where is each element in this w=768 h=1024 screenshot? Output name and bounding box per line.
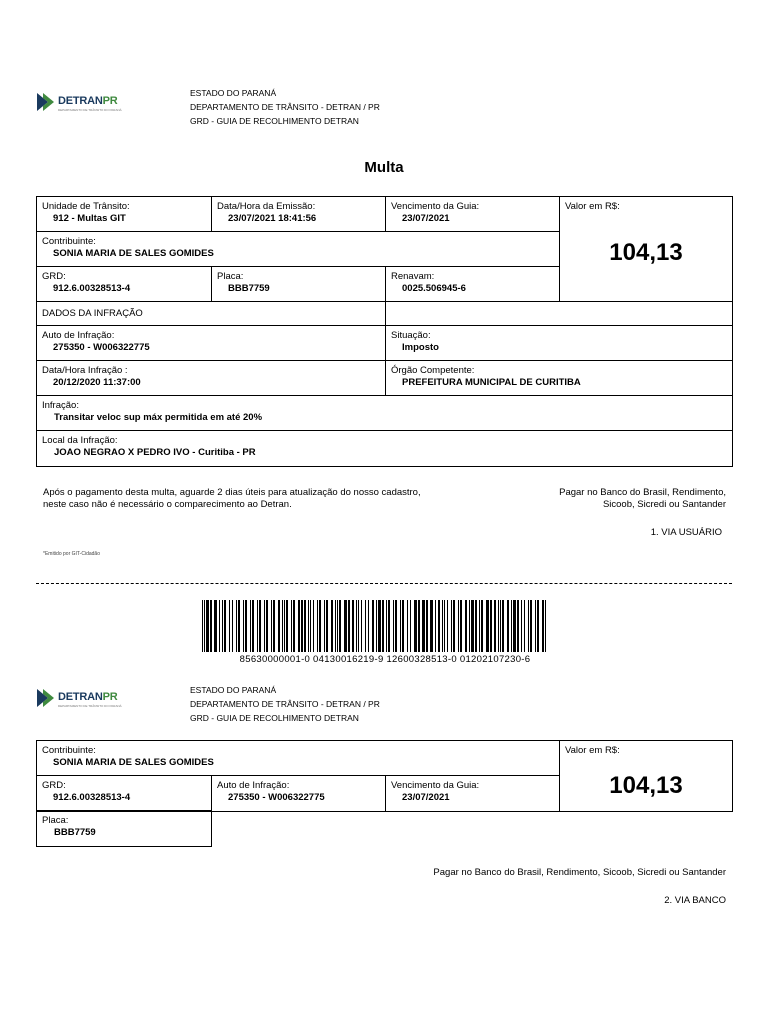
barcode-bar <box>410 600 411 652</box>
barcode-bar <box>500 600 501 652</box>
barcode-bar <box>259 600 261 652</box>
barcode-bar <box>513 600 516 652</box>
barcode-bar <box>245 600 247 652</box>
barcode-bar <box>243 600 244 652</box>
barcode-bar <box>447 600 448 652</box>
barcode-bar <box>308 600 309 652</box>
emitido-note: *Emitido por GIT-Cidadão <box>43 551 100 557</box>
barcode-bar <box>545 600 546 652</box>
barcode-bar <box>273 600 275 652</box>
barcode-bar <box>479 600 480 652</box>
barcode-bar <box>376 600 377 652</box>
barcode-bar <box>430 600 433 652</box>
barcode-bar <box>291 600 292 652</box>
barcode-bar <box>324 600 325 652</box>
barcode-bar <box>337 600 338 652</box>
barcode-bar <box>222 600 223 652</box>
barcode-bar <box>418 600 420 652</box>
barcode-bar <box>286 600 288 652</box>
banco-table <box>36 740 733 812</box>
barcode-bar <box>486 600 489 652</box>
barcode-bar <box>202 600 203 652</box>
barcode-number: 85630000001-0 04130016219-9 12600328513-0 01202107230-6 <box>239 654 531 665</box>
page-title: Multa <box>364 159 404 176</box>
barcode-bar <box>282 600 283 652</box>
detran-logo <box>36 91 126 117</box>
cell-orgao: Órgão Competente: PREFEITURA MUNICIPAL DE CURITIBA <box>386 361 732 396</box>
cell-unidade: Unidade de Trânsito: 912 - Multas GIT <box>37 197 212 232</box>
barcode-bar <box>407 600 408 652</box>
barcode-bar <box>507 600 509 652</box>
barcode-bar <box>352 600 354 652</box>
barcode-bar <box>293 600 295 652</box>
barcode-bar <box>388 600 390 652</box>
barcode <box>200 600 570 652</box>
header-grd: GRD - GUIA DE RECOLHIMENTO DETRAN <box>190 116 359 126</box>
cell-dados-empty <box>386 302 732 326</box>
banco-placa-box: Placa: BBB7759 <box>36 810 212 847</box>
barcode-bar <box>326 600 328 652</box>
barcode-bar <box>502 600 504 652</box>
barcode-bar <box>400 600 401 652</box>
detran-logo-2 <box>36 687 126 713</box>
header-lines-2 <box>190 683 380 725</box>
barcode-bar <box>442 600 443 652</box>
barcode-bar <box>356 600 357 652</box>
logo-tagline: DEPARTAMENTO DE TRÂNSITO DO PARANÁ <box>58 108 122 112</box>
barcode-bar <box>524 600 525 652</box>
barcode-bar <box>393 600 394 652</box>
cell-grd: GRD: 912.6.00328513-4 <box>37 267 212 302</box>
via-usuario-label: 1. VIA USUÁRIO <box>650 527 722 538</box>
cell-contribuinte: Contribuinte: SONIA MARIA DE SALES GOMIDES <box>37 232 560 267</box>
barcode-bar <box>252 600 254 652</box>
barcode-bar <box>435 600 436 652</box>
payment-notice: Após o pagamento desta multa, aguarde 2 dias úteis para atualização do nosso cadastro, neste caso não é necessário o comparecimento ao Detran. <box>43 487 421 510</box>
barcode-bar <box>490 600 492 652</box>
barcode-bar <box>372 600 374 652</box>
barcode-bar <box>304 600 306 652</box>
barcode-bar <box>219 600 220 652</box>
barcode-bar <box>368 600 369 652</box>
barcode-bar <box>535 600 536 652</box>
cell-placa: Placa: BBB7759 <box>212 267 386 302</box>
header-state: ESTADO DO PARANÁ <box>190 88 277 98</box>
barcode-bar <box>310 600 311 652</box>
barcode-bar <box>422 600 425 652</box>
cell-emissao: Data/Hora da Emissão: 23/07/2021 18:41:56 <box>212 197 386 232</box>
cell-vencimento-banco: Vencimento da Guia: 23/07/2021 <box>386 776 560 811</box>
barcode-bar <box>284 600 285 652</box>
barcode-bar <box>494 600 496 652</box>
barcode-bar <box>537 600 539 652</box>
barcode-bar <box>278 600 280 652</box>
barcode-bar <box>358 600 359 652</box>
barcode-bar <box>395 600 397 652</box>
barcode-bar <box>238 600 240 652</box>
barcode-bar <box>206 600 209 652</box>
barcode-bar <box>224 600 226 652</box>
barcode-bar <box>444 600 445 652</box>
barcode-bar <box>481 600 483 652</box>
barcode-bar <box>232 600 233 652</box>
barcode-bar <box>475 600 477 652</box>
cell-valor-banco: Valor em R$: 104,13 <box>560 741 732 811</box>
barcode-bar <box>236 600 237 652</box>
logo-name: DETRANPR <box>58 95 118 107</box>
cell-dados-infracao: DADOS DA INFRAÇÃO <box>37 302 386 326</box>
barcode-bar <box>469 600 470 652</box>
logo-tagline: DEPARTAMENTO DE TRÂNSITO DO PARANÁ <box>58 704 122 708</box>
pay-banks-notice: Pagar no Banco do Brasil, Rendimento, Sicoob, Sicredi ou Santander <box>559 487 726 510</box>
barcode-bar <box>386 600 387 652</box>
barcode-bar <box>319 600 321 652</box>
barcode-bar <box>344 600 347 652</box>
barcode-bar <box>542 600 544 652</box>
barcode-bar <box>335 600 336 652</box>
barcode-bar <box>521 600 522 652</box>
valor-amount: 104,13 <box>609 239 683 266</box>
barcode-bar <box>402 600 404 652</box>
barcode-bar <box>530 600 532 652</box>
valor-amount-banco: 104,13 <box>609 772 683 799</box>
barcode-bar <box>331 600 333 652</box>
cell-auto-infracao: Auto de Infração: 275350 - W006322775 <box>37 326 386 361</box>
detran-emblem-icon <box>36 91 56 113</box>
cell-local: Local da Infração: JOAO NEGRAO X PEDRO IVO - Curitiba - PR <box>42 435 256 458</box>
barcode-bar <box>471 600 474 652</box>
detran-emblem-icon <box>36 687 56 709</box>
barcode-bar <box>438 600 440 652</box>
header-department: DEPARTAMENTO DE TRÂNSITO - DETRAN / PR <box>190 102 380 112</box>
barcode-bars <box>200 600 570 652</box>
barcode-bar <box>382 600 384 652</box>
barcode-bar <box>298 600 300 652</box>
header-department: DEPARTAMENTO DE TRÂNSITO - DETRAN / PR <box>190 699 380 709</box>
barcode-bar <box>465 600 467 652</box>
via-banco-label: 2. VIA BANCO <box>664 895 726 906</box>
barcode-bar <box>301 600 303 652</box>
barcode-bar <box>378 600 381 652</box>
cell-contribuinte-banco: Contribuinte: SONIA MARIA DE SALES GOMIDES <box>37 741 560 776</box>
barcode-bar <box>266 600 268 652</box>
barcode-bar <box>426 600 428 652</box>
barcode-bar <box>210 600 212 652</box>
barcode-bar <box>451 600 452 652</box>
cell-vencimento: Vencimento da Guia: 23/07/2021 <box>386 197 560 232</box>
barcode-bar <box>214 600 217 652</box>
cell-grd-banco: GRD: 912.6.00328513-4 <box>37 776 212 811</box>
pay-banks-notice-2: Pagar no Banco do Brasil, Rendimento, Sicoob, Sicredi ou Santander <box>433 867 726 878</box>
barcode-bar <box>250 600 251 652</box>
barcode-bar <box>348 600 350 652</box>
barcode-bar <box>460 600 462 652</box>
barcode-bar <box>257 600 258 652</box>
header-grd: GRD - GUIA DE RECOLHIMENTO DETRAN <box>190 713 359 723</box>
barcode-bar <box>204 600 205 652</box>
barcode-bar <box>517 600 519 652</box>
cell-valor: Valor em R$: 104,13 <box>560 197 732 302</box>
barcode-bar <box>317 600 318 652</box>
logo-name: DETRANPR <box>58 691 118 703</box>
barcode-bar <box>365 600 366 652</box>
barcode-bar <box>339 600 341 652</box>
cut-line <box>36 583 732 584</box>
barcode-bar <box>414 600 417 652</box>
barcode-bar <box>498 600 499 652</box>
barcode-bar <box>458 600 459 652</box>
cell-auto-banco: Auto de Infração: 275350 - W006322775 <box>212 776 386 811</box>
barcode-bar <box>528 600 529 652</box>
barcode-bar <box>264 600 265 652</box>
header-state: ESTADO DO PARANÁ <box>190 685 277 695</box>
barcode-bar <box>511 600 512 652</box>
barcode-bar <box>313 600 314 652</box>
usuario-table <box>36 196 733 467</box>
cell-datahora-infracao: Data/Hora Infração : 20/12/2020 11:37:00 <box>37 361 386 396</box>
barcode-bar <box>229 600 230 652</box>
cell-renavam: Renavam: 0025.506945-6 <box>386 267 560 302</box>
barcode-bar <box>361 600 362 652</box>
cell-infracao: Infração: Transitar veloc sup máx permitida em até 20% <box>37 396 732 431</box>
header-lines <box>190 86 380 128</box>
barcode-bar <box>271 600 272 652</box>
barcode-bar <box>453 600 455 652</box>
cell-situacao: Situação: Imposto <box>386 326 732 361</box>
